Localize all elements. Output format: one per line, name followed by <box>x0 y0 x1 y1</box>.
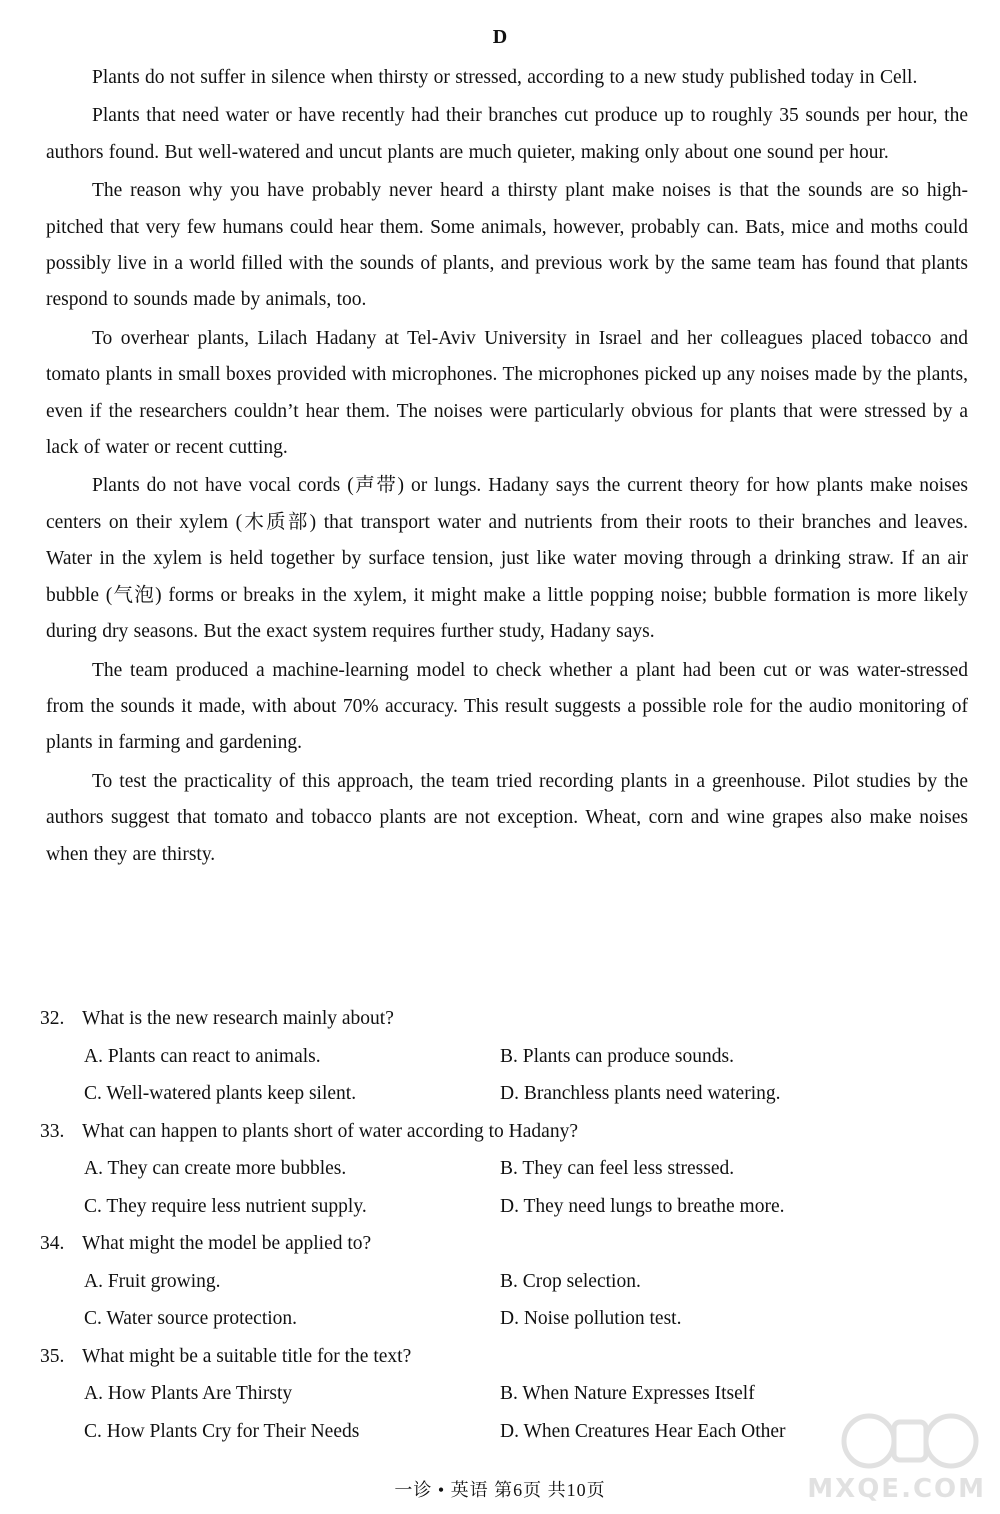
question-number: 33. <box>40 1120 65 1142</box>
paragraph: To overhear plants, Lilach Hadany at Tel-Aviv University in Israel and her colleagues placed tobacco and tomato plants in small boxes provided with microphones. The microphones picked up any noises made by the plants, even if the researchers couldn’t hear them. The noises were particularly obvious for plants that were stressed by a lack of water or recent cutting. <box>46 327 968 459</box>
section-letter: D <box>492 26 508 48</box>
paragraph: The team produced a machine-learning model to check whether a plant had been cut or was water-stressed from the sounds it made, with about 70% accuracy. This result suggests a possible role for the audio monitoring of plants in farming and gardening. <box>46 659 968 754</box>
questions <box>40 1000 970 1450</box>
question-number: 35. <box>40 1345 65 1367</box>
option-d: D. Noise pollution test. <box>500 1308 682 1329</box>
option-a: A. How Plants Are Thirsty <box>84 1383 293 1404</box>
option-c: C. How Plants Cry for Their Needs <box>84 1420 360 1442</box>
option-c: C. They require less nutrient supply. <box>84 1195 367 1217</box>
question-32 <box>40 1000 970 1113</box>
option-d: D. They need lungs to breathe more. <box>500 1195 785 1217</box>
option-c: C. Well-watered plants keep silent. <box>84 1083 357 1104</box>
option-d: D. When Creatures Hear Each Other <box>500 1420 786 1442</box>
option-b: B. Plants can produce sounds. <box>500 1045 734 1067</box>
paragraph: Plants do not suffer in silence when thirsty or stressed, according to a new study published today in Cell. <box>92 67 918 88</box>
paragraph: To test the practicality of this approach, the team tried recording plants in a greenhouse. Pilot studies by the authors suggest that tomato and tobacco plants are not exception. Wheat, corn and wine grapes also make noises when they are thirsty. <box>46 770 968 865</box>
watermark-logo-icon <box>840 1412 980 1470</box>
page-footer: 一诊 • 英语 第6页 共10页 <box>394 1480 606 1500</box>
option-b: B. When Nature Expresses Itself <box>500 1383 755 1404</box>
watermark <box>807 1412 986 1504</box>
question-stem: What can happen to plants short of water according to Hadany? <box>82 1120 578 1142</box>
paragraph: Plants that need water or have recently had their branches cut produce up to roughly 35 sounds per hour, the authors found. But well-watered and uncut plants are much quieter, making only about one sound per hour. <box>46 105 968 163</box>
option-a: A. They can create more bubbles. <box>84 1158 347 1179</box>
question-stem: What might the model be applied to? <box>82 1233 372 1254</box>
option-a: A. Plants can react to animals. <box>84 1045 321 1067</box>
question-stem: What is the new research mainly about? <box>82 1008 394 1029</box>
option-a: A. Fruit growing. <box>84 1270 221 1292</box>
question-number: 32. <box>40 1008 65 1029</box>
question-35 <box>40 1338 970 1451</box>
paragraph: The reason why you have probably never heard a thirsty plant make noises is that the sounds are so high-pitched that very few humans could hear them. Some animals, however, probably can. Bats, mice and moths could possibly live in a world filled with the sounds of plants, and previous work by the same team has found that plants respond to sounds made by animals, too. <box>46 180 968 311</box>
question-34 <box>40 1225 970 1338</box>
watermark-text: MXQE.COM <box>807 1474 986 1504</box>
option-d: D. Branchless plants need watering. <box>500 1083 781 1104</box>
option-b: B. They can feel less stressed. <box>500 1158 735 1179</box>
passage <box>46 60 968 875</box>
option-b: B. Crop selection. <box>500 1270 641 1292</box>
question-33 <box>40 1113 970 1226</box>
question-number: 34. <box>40 1233 65 1254</box>
question-stem: What might be a suitable title for the text? <box>82 1345 412 1367</box>
option-c: C. Water source protection. <box>84 1308 298 1329</box>
paragraph: Plants do not have vocal cords (声带) or lungs. Hadany says the current theory for how plants make noises centers on their xylem (木质部) that transport water and nutrients from their roots to their branches and leaves. Water in the xylem is held together by surface tension, just like water moving through a drinking straw. If an air bubble (气泡) forms or breaks in the xylem, it might make a little popping noise; bubble formation is more likely during dry seasons. But the exact system requires further study, Hadany says. <box>46 475 968 643</box>
